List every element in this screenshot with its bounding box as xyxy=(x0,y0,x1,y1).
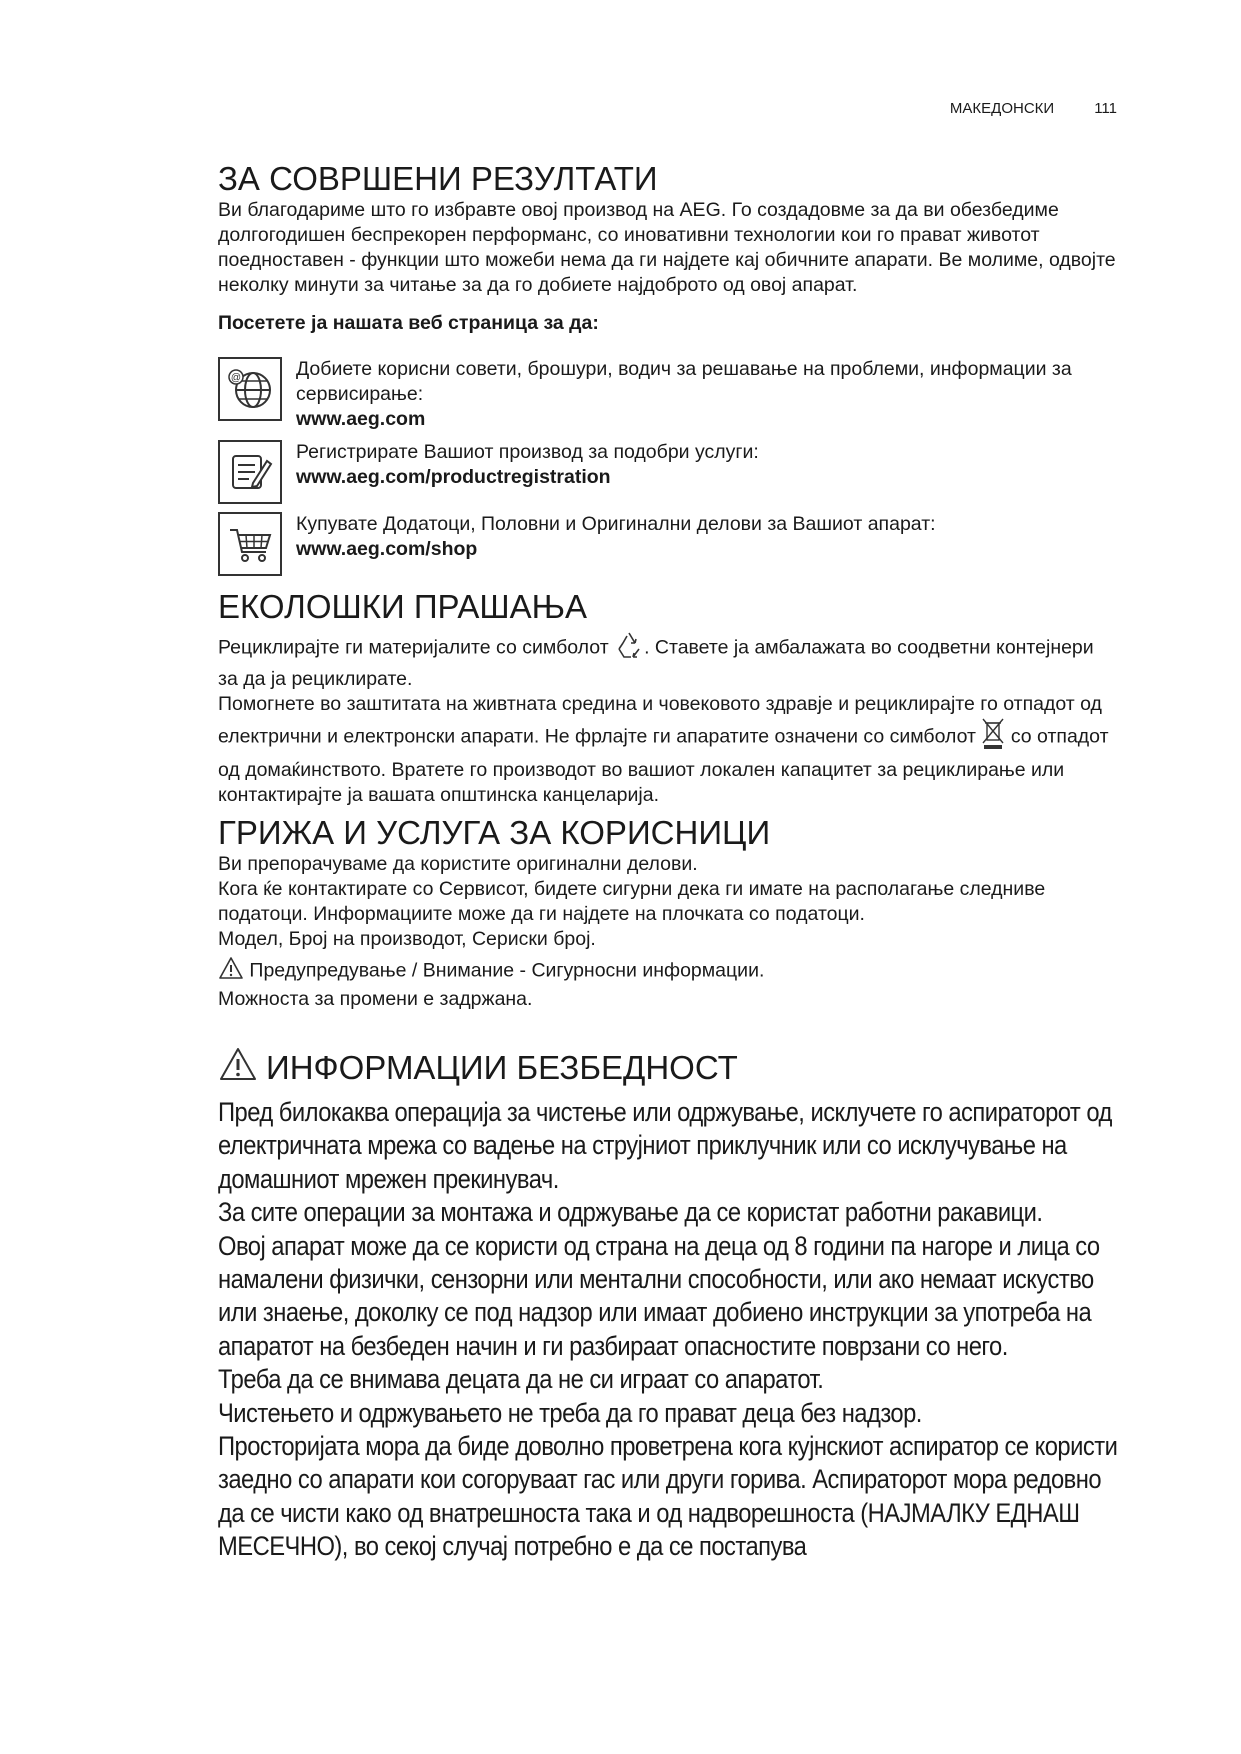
info-item-support-text xyxy=(296,357,1118,432)
link-aeg-com[interactable]: www.aeg.com xyxy=(296,408,426,430)
safety-paragraph: Овој апарат може да се користи од страна на деца од 8 години па нагоре и лица со намалени физички, сензорни или ментални способности, или ако немаат искуство или знаење, доколку се под надзор или имаат добиено инструкции за употреба на апаратот на безбеден начин и ги разбираат опасностите поврзани со него. xyxy=(218,1230,1100,1361)
safety-paragraphs xyxy=(218,1096,1120,1564)
info-item-support xyxy=(218,357,1118,432)
section-title-perfect-results: ЗА СОВРШЕНИ РЕЗУЛТАТИ xyxy=(218,160,658,197)
info-item-registration-description: Регистрирате Вашиот производ за подобри услуги: xyxy=(296,441,759,463)
section-title-customer-care: ГРИЖА И УСЛУГА ЗА КОРИСНИЦИ xyxy=(218,814,771,851)
customer-care-warning-line xyxy=(218,956,1118,987)
header-page-number: 111 xyxy=(1094,100,1117,117)
page-content xyxy=(218,160,1118,1564)
safety-paragraph: Треба да се внимава децата да не си играат со апаратот. xyxy=(218,1364,824,1395)
weee-paragraph xyxy=(218,692,1118,808)
crossed-bin-icon xyxy=(981,717,1005,758)
section-title-safety xyxy=(218,1046,1118,1090)
recycle-text-after: . Ставете ја амбалажата во соодветни контејнери за да ја рециклирате. xyxy=(218,636,1094,690)
info-item-shop-description: Купувате Додатоци, Половни и Оригинални делови за Вашиот апарат: xyxy=(296,513,936,535)
safety-paragraph: Пред билокаква операција за чистење или одржување, исклучете го аспираторот од електричната мрежа со вадење на струјниот приклучник или со исклучување на домашниот мрежен прекинувач. xyxy=(218,1097,1112,1194)
info-item-shop-text xyxy=(296,512,936,562)
recycle-text-before: Рециклирајте ги материјалите со симболот xyxy=(218,636,609,659)
shopping-cart-icon xyxy=(218,512,282,576)
weee-text-after: со отпадот од домаќинството. Вратете го производот во вашиот локален капацитет за рециклирање или контактирајте ја вашата општинска канцеларија. xyxy=(218,725,1109,806)
customer-care-line1: Ви препорачуваме да користите оригинални делови. xyxy=(218,853,698,875)
safety-warning-icon xyxy=(218,1046,258,1090)
info-item-registration-text xyxy=(296,440,759,490)
section-title-environmental: ЕКОЛОШКИ ПРАШАЊА xyxy=(218,588,587,625)
header-language: МАКЕДОНСКИ xyxy=(949,100,1055,117)
globe-icon xyxy=(218,357,282,421)
safety-title-text: ИНФОРМАЦИИ БЕЗБЕДНОСТ xyxy=(266,1049,738,1086)
recycle-icon xyxy=(614,630,644,667)
safety-paragraph: Чистењето и одржувањето не треба да го прават деца без надзор. xyxy=(218,1397,922,1428)
info-item-registration xyxy=(218,440,1118,504)
website-info-list xyxy=(218,357,1118,576)
page-header xyxy=(950,100,1117,117)
warning-icon xyxy=(218,956,244,987)
registration-icon xyxy=(218,440,282,504)
info-item-support-description: Добиете корисни совети, брошури, водич за решавање на проблеми, информации за сервисирање: xyxy=(296,358,1072,405)
customer-care-line3: Модел, Број на производот, Сериски број. xyxy=(218,928,596,950)
visit-website-label: Посетете ја нашата веб страница за да: xyxy=(218,312,599,334)
weee-text-before: Помогнете во заштитата на живтната средина и човековото здравје и рециклирајте го отпадот од електрични и електронски апарати. Не фрлајте ги апаратите означени со симболот xyxy=(218,693,1102,748)
intro-paragraph: Ви благодариме што го избравте овој производ на AEG. Го создадовме за да ви обезбедиме долгогодишен беспрекорен перформанс, со иновативни технологии кои го прават животот поедноставен - функции што можеби нема да ги најдете кај обичните апарати. Ве молиме, одвојте неколку минути за читање за да го добиете најдоброто од овој апарат. xyxy=(218,199,1116,296)
warning-text: Предупредување / Внимание - Сигурносни информации. xyxy=(249,959,765,982)
recycle-paragraph xyxy=(218,630,1118,692)
info-item-shop xyxy=(218,512,1118,576)
customer-care-line5: Можноста за промени е задржана. xyxy=(218,988,533,1010)
customer-care-line2: Кога ќе контактирате со Сервисот, бидете сигурни дека ги имате на располагање следниве податоци. Информациите може да ги најдете на плочката со податоци. xyxy=(218,878,1046,925)
safety-paragraph: За сите операции за монтажа и одржување да се користат работни ракавици. xyxy=(218,1197,1043,1228)
link-aeg-shop[interactable]: www.aeg.com/shop xyxy=(296,538,478,560)
svg-text:@: @ xyxy=(230,372,242,384)
safety-paragraph: Просторијата мора да биде доволно проветрена кога кујнскиот аспиратор се користи заедно со апарати кои согоруваат гас или други горива. Аспираторот мора редовно да се чисти како од внатрешноста така и од надворешноста (НАЈМАЛКУ ЕДНАШ МЕСЕЧНО), во секој случај потребно е да се постапува xyxy=(218,1431,1118,1562)
link-product-registration[interactable]: www.aeg.com/productregistration xyxy=(296,466,611,488)
